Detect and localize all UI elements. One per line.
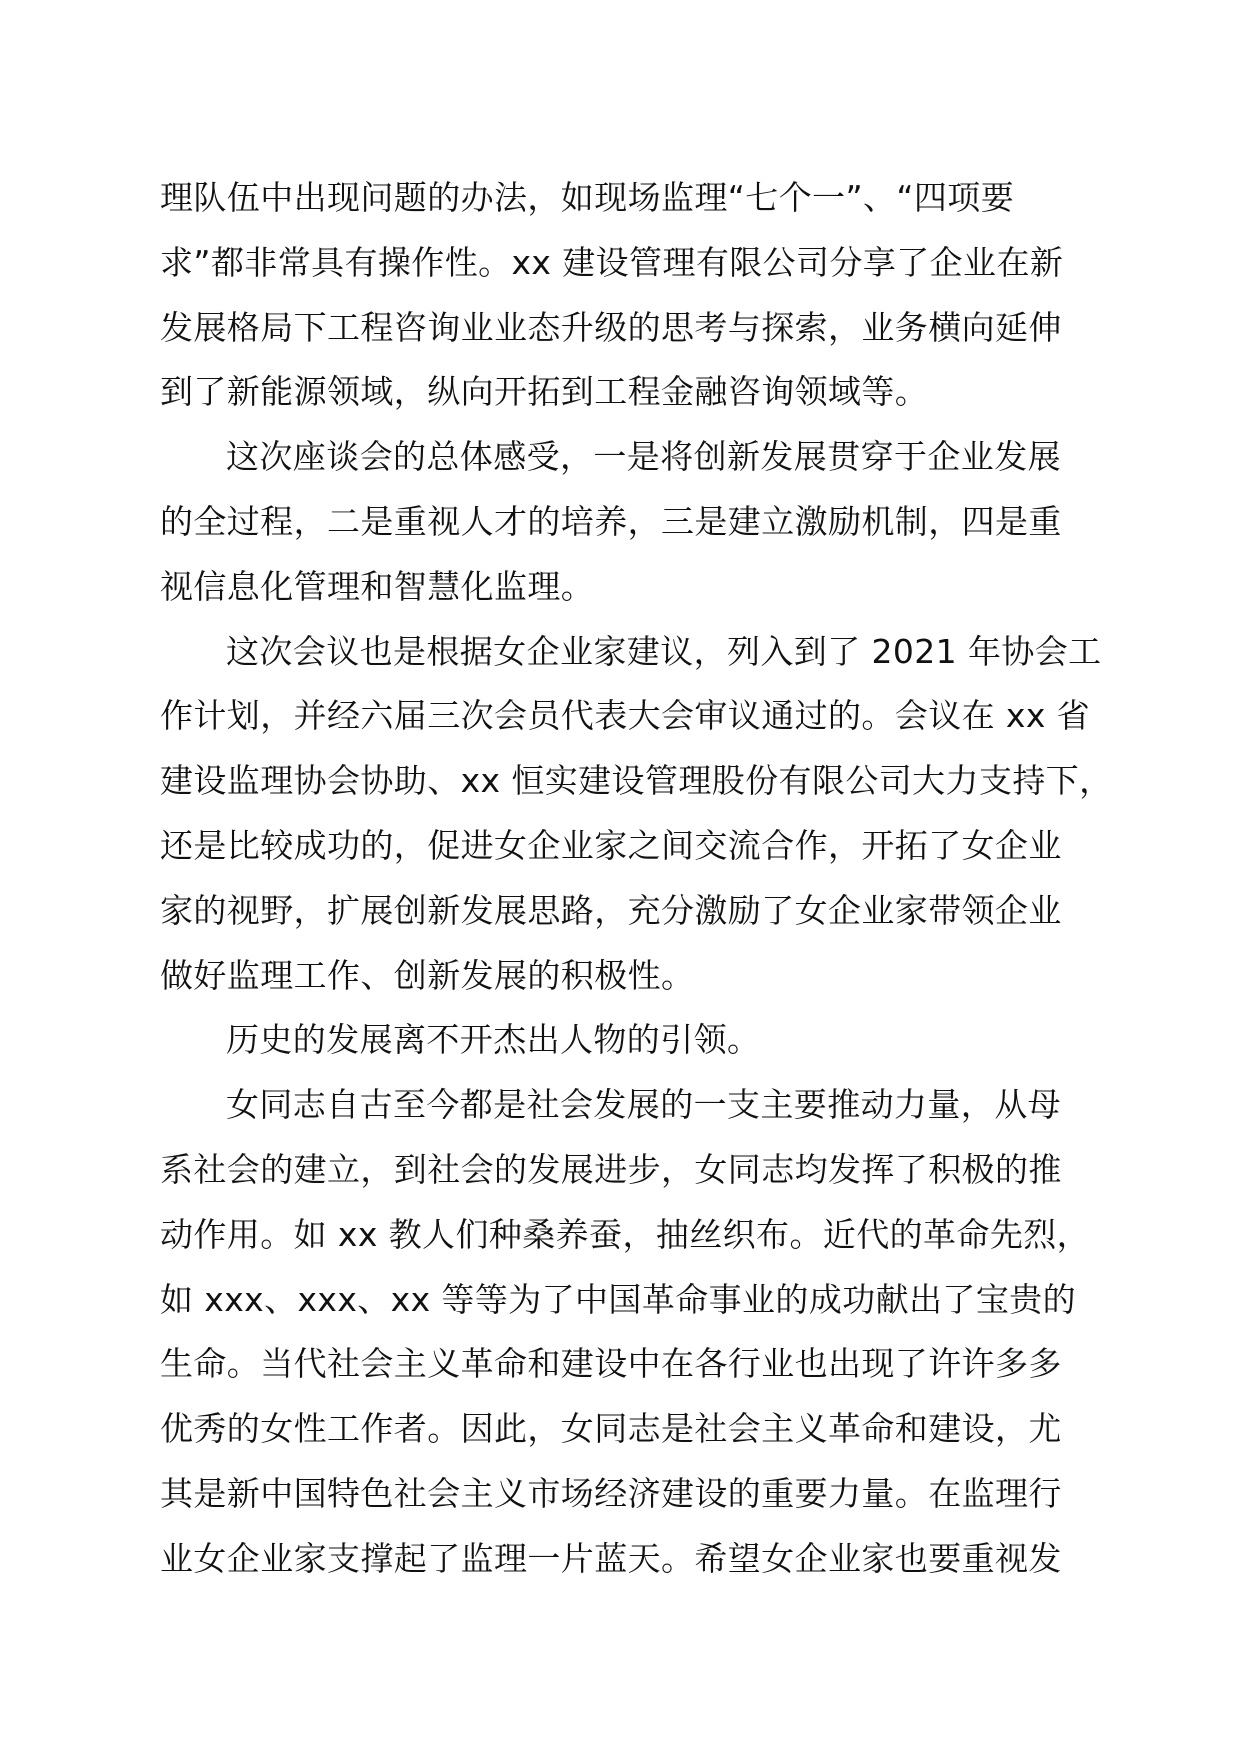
text-line: 建设监理协会协助、xx 恒实建设管理股份有限公司大力支持下， (160, 761, 1113, 801)
text-line: 系社会的建立，到社会的发展进步，女同志均发挥了积极的推 (160, 1149, 1062, 1189)
text-line: 作计划，并经六届三次会员代表大会审议通过的。会议在 xx 省 (160, 696, 1091, 736)
text-line: 到了新能源领域，纵向开拓到工程金融咨询领域等。 (160, 372, 929, 412)
text-line: 求”都非常具有操作性。xx 建设管理有限公司分享了企业在新 (160, 242, 1064, 282)
text-line: 视信息化管理和智慧化监理。 (160, 566, 595, 606)
paragraph-first-line: 女同志自古至今都是社会发展的一支主要推动力量，从母 (226, 1085, 1061, 1125)
text-line: 理队伍中出现问题的办法，如现场监理“七个一”、“四项要 (160, 178, 1015, 217)
text-line: 做好监理工作、创新发展的积极性。 (160, 955, 695, 995)
text-line: 如 xxx、xxx、xx 等等为了中国革命事业的成功献出了宝贵的 (160, 1279, 1077, 1319)
body-text (160, 166, 1113, 1592)
text-line: 还是比较成功的，促进女企业家之间交流合作，开拓了女企业 (160, 825, 1062, 865)
paragraph-first-line: 这次座谈会的总体感受，一是将创新发展贯穿于企业发展 (226, 437, 1061, 477)
paragraph-first-line: 历史的发展离不开杰出人物的引领。 (226, 1020, 761, 1060)
text-line: 家的视野，扩展创新发展思路，充分激励了女企业家带领企业 (160, 890, 1062, 930)
text-line: 其是新中国特色社会主义市场经济建设的重要力量。在监理行 (160, 1473, 1062, 1513)
text-line: 优秀的女性工作者。因此，女同志是社会主义革命和建设，尤 (160, 1409, 1062, 1449)
text-line: 生命。当代社会主义革命和建设中在各行业也出现了许许多多 (160, 1344, 1062, 1384)
text-line: 业女企业家支撑起了监理一片蓝天。希望女企业家也要重视发 (160, 1538, 1062, 1578)
paragraph-first-line: 这次会议也是根据女企业家建议，列入到了 2021 年协会工 (226, 631, 1102, 671)
text-line: 发展格局下工程咨询业业态升级的思考与探索，业务横向延伸 (160, 307, 1062, 347)
text-line: 动作用。如 xx 教人们种桑养蚕，抽丝织布。近代的革命先烈， (160, 1214, 1091, 1254)
text-line: 的全过程，二是重视人才的培养，三是建立激励机制，四是重 (160, 501, 1062, 541)
